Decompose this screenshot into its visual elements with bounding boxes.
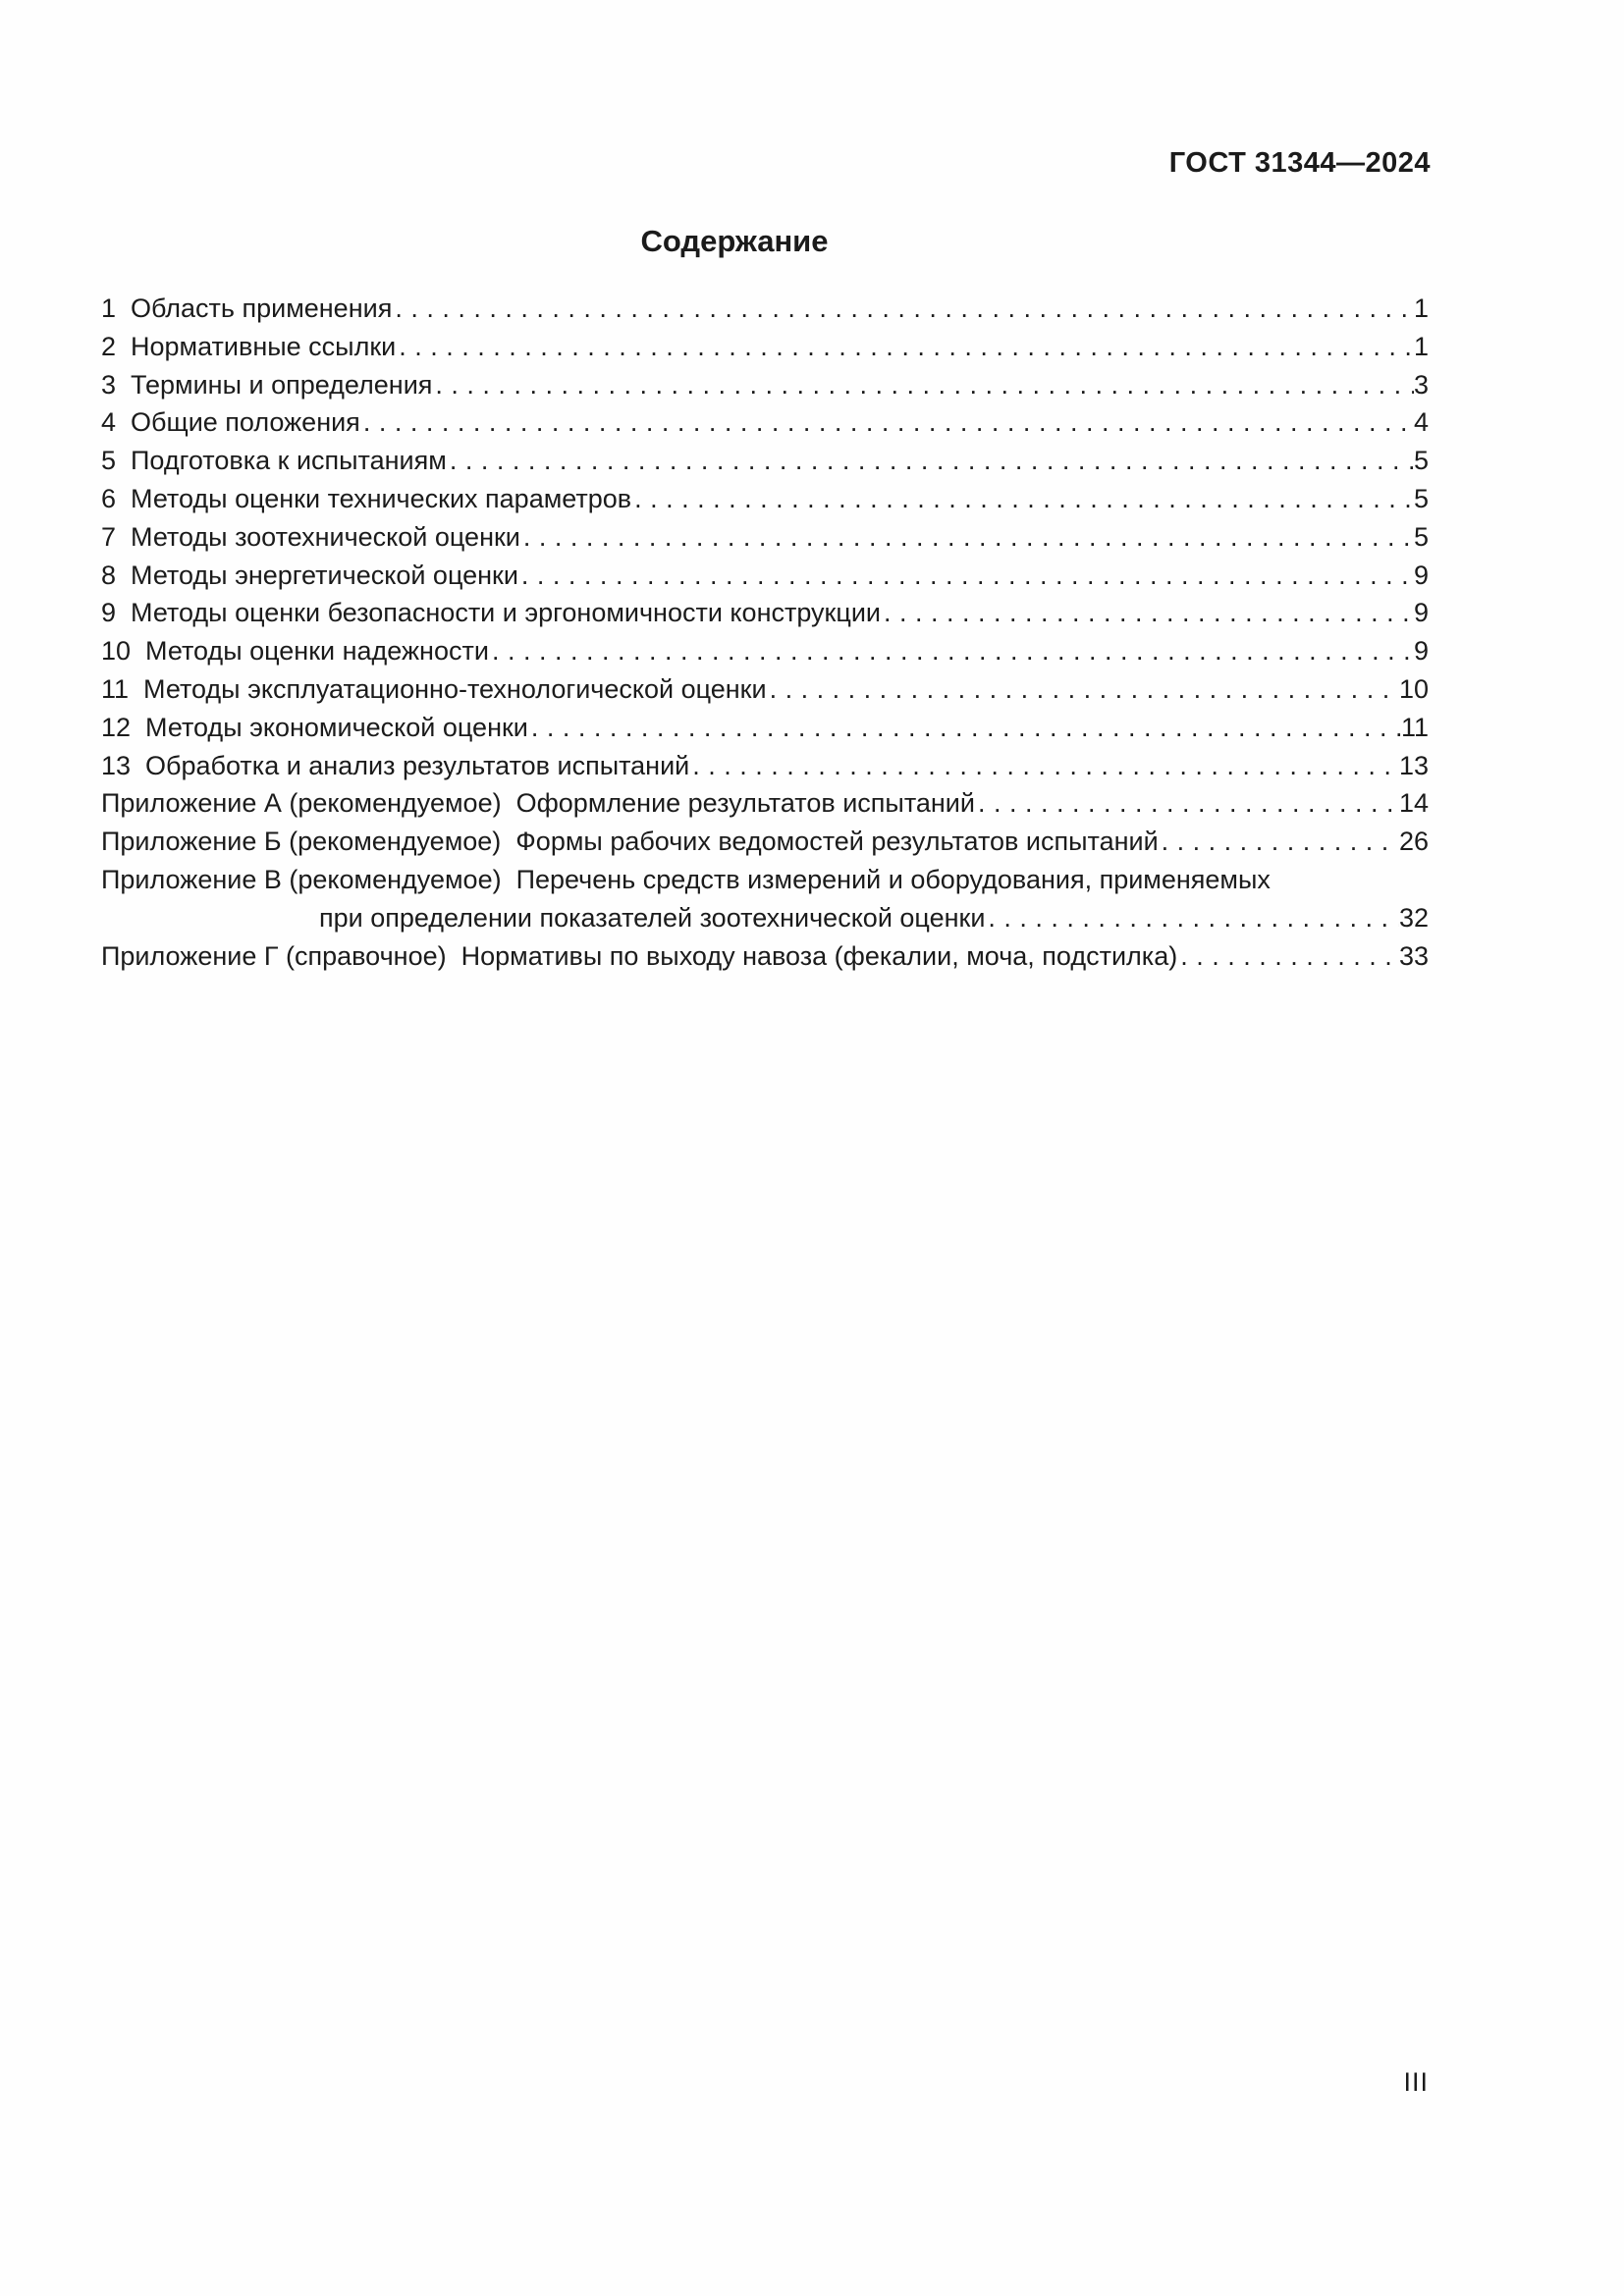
standard-number: ГОСТ 31344—2024 bbox=[1168, 147, 1431, 179]
toc-page-number: 5 bbox=[1413, 483, 1429, 513]
dot-leader bbox=[521, 557, 1414, 595]
toc-entry-label: 6 Методы оценки технических параметров bbox=[101, 483, 632, 513]
toc-entry-label: 5 Подготовка к испытаниям bbox=[101, 446, 447, 476]
toc-entry-label: 13 Обработка и анализ результатов испытаний bbox=[101, 750, 690, 780]
toc-entry-label: 2 Нормативные ссылки bbox=[101, 331, 397, 361]
dot-leader bbox=[395, 290, 1414, 328]
dot-leader bbox=[988, 899, 1399, 937]
dot-leader bbox=[692, 747, 1399, 785]
toc-entry-label: Приложение Б (рекомендуемое) Формы рабочих ведомостей результатов испытаний bbox=[101, 827, 1159, 857]
toc-entry bbox=[101, 366, 1429, 404]
page-number-footer: III bbox=[1403, 2067, 1429, 2097]
toc-entry bbox=[101, 670, 1429, 709]
toc-entry bbox=[101, 632, 1429, 670]
toc-page-number: 5 bbox=[1413, 446, 1429, 476]
toc-entry bbox=[101, 290, 1429, 328]
dot-leader bbox=[399, 328, 1414, 366]
toc-page-number: 14 bbox=[1398, 788, 1429, 819]
toc-page-number: 26 bbox=[1398, 827, 1429, 857]
toc-page-number: 13 bbox=[1398, 750, 1429, 780]
toc-page-number: 3 bbox=[1413, 369, 1429, 400]
toc-entry-label: 9 Методы оценки безопасности и эргономичности конструкции bbox=[101, 598, 881, 628]
toc-entry-label: 1 Область применения bbox=[101, 294, 393, 323]
toc-page-number: 32 bbox=[1398, 902, 1429, 933]
toc-entry-label: Приложение Г (справочное) Нормативы по выходу навоза (фекалии, моча, подстилка) bbox=[101, 940, 1178, 971]
toc-entry bbox=[101, 328, 1429, 366]
toc-entry bbox=[101, 937, 1429, 976]
toc-entry-label: 11 Методы эксплуатационно-технологической оценки bbox=[101, 673, 767, 704]
toc-page-number: 4 bbox=[1413, 407, 1429, 438]
toc-entry bbox=[101, 557, 1429, 595]
toc-entry bbox=[101, 442, 1429, 480]
toc-page-number: 1 bbox=[1413, 294, 1429, 323]
toc-entry bbox=[101, 518, 1429, 557]
toc-entry-label: 12 Методы экономической оценки bbox=[101, 712, 528, 742]
toc-entry-label: 3 Термины и определения bbox=[101, 369, 433, 400]
toc-entry-label: Приложение А (рекомендуемое) Оформление результатов испытаний bbox=[101, 788, 975, 819]
dot-leader bbox=[884, 594, 1414, 632]
toc-entry bbox=[101, 403, 1429, 442]
toc-entry bbox=[101, 480, 1429, 518]
toc-entry-label: 8 Методы энергетической оценки bbox=[101, 560, 518, 590]
toc-page-number: 9 bbox=[1413, 636, 1429, 667]
dot-leader bbox=[1180, 937, 1399, 976]
toc-entry-label: 10 Методы оценки надежности bbox=[101, 636, 489, 667]
toc-entry-label: при определении показателей зоотехнической оценки bbox=[319, 902, 986, 933]
toc-page-number: 9 bbox=[1413, 560, 1429, 590]
table-of-contents bbox=[101, 290, 1429, 975]
toc-entry-continuation bbox=[101, 899, 1429, 937]
dot-leader bbox=[531, 709, 1401, 747]
toc-page-number: 33 bbox=[1398, 940, 1429, 971]
toc-entry bbox=[101, 747, 1429, 785]
toc-entry-label: 7 Методы зоотехнической оценки bbox=[101, 521, 520, 552]
dot-leader bbox=[634, 480, 1414, 518]
dot-leader bbox=[770, 670, 1399, 709]
dot-leader bbox=[1162, 823, 1399, 861]
toc-entry-label: Приложение В (рекомендуемое) Перечень средств измерений и оборудования, применяемых bbox=[101, 864, 1271, 894]
toc-entry-label: 4 Общие положения bbox=[101, 407, 360, 438]
dot-leader bbox=[523, 518, 1414, 557]
toc-entry bbox=[101, 594, 1429, 632]
toc-entry bbox=[101, 784, 1429, 823]
toc-entry bbox=[101, 709, 1429, 747]
page-title: Содержание bbox=[640, 224, 829, 258]
dot-leader bbox=[492, 632, 1414, 670]
toc-page-number: 1 bbox=[1413, 331, 1429, 361]
toc-page-number: 10 bbox=[1398, 673, 1429, 704]
toc-page-number: 11 bbox=[1400, 712, 1429, 742]
toc-page-number: 9 bbox=[1413, 598, 1429, 628]
dot-leader bbox=[435, 366, 1414, 404]
toc-entry bbox=[101, 861, 1429, 899]
toc-page-number: 5 bbox=[1413, 521, 1429, 552]
dot-leader bbox=[978, 784, 1399, 823]
dot-leader bbox=[450, 442, 1414, 480]
dot-leader bbox=[363, 403, 1414, 442]
toc-entry bbox=[101, 823, 1429, 861]
